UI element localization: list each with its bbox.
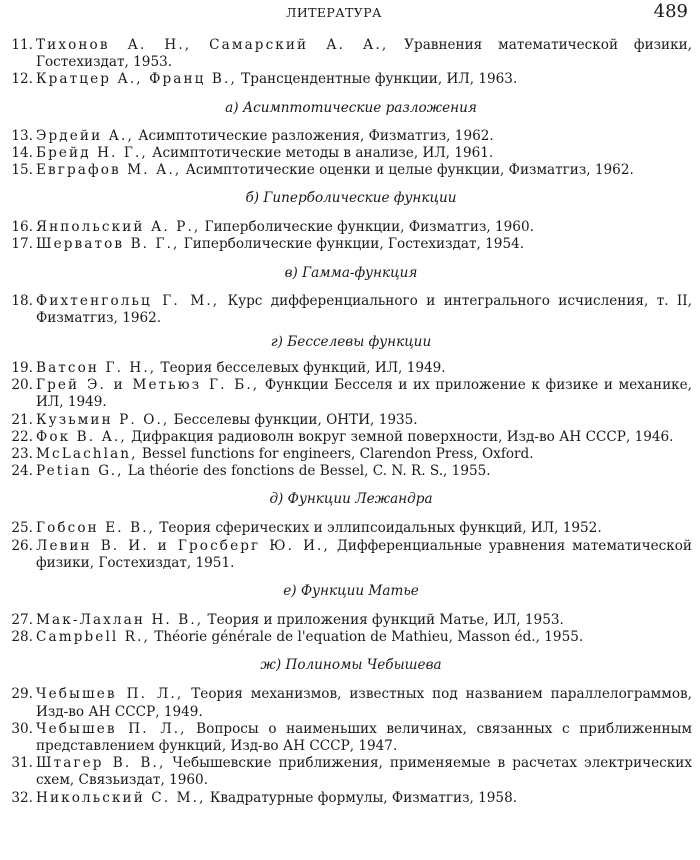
entry-author: Чебышев П. Л., [36, 720, 187, 737]
bibliography-entry [10, 37, 692, 71]
entry-author: Эрдейи А., [36, 127, 134, 144]
section-title: д) Функции Лежандра [269, 491, 433, 508]
entry-number: 13. [11, 127, 33, 144]
bibliography-section [10, 190, 692, 253]
bibliography-entry [10, 236, 692, 253]
entry-text: Bessel functions for engineers, Clarendon Press, Oxford. [137, 446, 534, 463]
entry-text: Théorie générale de l'equation de Mathieu, Masson éd., 1955. [149, 629, 584, 646]
bibliography-section [10, 265, 692, 327]
entry-author: Petian G., [36, 463, 124, 480]
entry-text: Асимптотические разложения, Физматгиз, 1962. [133, 127, 494, 144]
bibliography-section [10, 100, 692, 180]
entry-text: Чебышевские приближения, применяемые в расчетах электрических схем, Связьиздат, 1960. [36, 755, 693, 789]
page-number: 489 [653, 1, 688, 22]
bibliography-entry [10, 755, 692, 789]
entry-author: Левин В. И. и Гросберг Ю. И., [36, 537, 330, 554]
entry-number: 15. [11, 162, 33, 179]
bibliography-entry [10, 128, 692, 145]
entry-number: 29. [11, 686, 33, 703]
bibliography-entry [10, 790, 692, 807]
bibliography-entry [10, 145, 692, 162]
bibliography [10, 37, 692, 807]
entry-author: Грей Э. и Метьюз Г. Б., [36, 377, 260, 394]
entry-text: Теория и приложения функций Матье, ИЛ, 1953. [203, 612, 564, 629]
entry-text: La théorie des fonctions de Bessel, C. N. R. S., 1955. [123, 463, 491, 480]
entry-number: 18. [11, 292, 33, 309]
entry-number: 17. [11, 236, 33, 253]
entry-number: 31. [11, 755, 33, 772]
entry-number: 19. [11, 360, 33, 377]
entry-author: Кратцер А., Франц В., [36, 71, 237, 88]
entry-number: 32. [11, 789, 33, 806]
bibliography-entry [10, 429, 692, 446]
entry-number: 24. [11, 463, 33, 480]
entry-author: Фок В. А., [36, 428, 127, 445]
bibliography-entry [10, 686, 692, 720]
entry-author: Фихтенгольц Г. М., [36, 292, 220, 309]
bibliography-entry [10, 162, 692, 179]
section-title: в) Гамма-функция [284, 264, 418, 281]
entry-author: Шерватов В. Г., [36, 236, 180, 253]
entry-number: 14. [11, 144, 33, 161]
entry-number: 25. [11, 520, 33, 537]
running-head: ЛИТЕРАТУРА [286, 5, 382, 20]
bibliography-entry [10, 293, 692, 327]
entry-text: Трансцендентные функции, ИЛ, 1963. [236, 71, 518, 88]
entry-author: Ватсон Г. Н., [36, 360, 157, 377]
bibliography-entry [10, 612, 692, 629]
bibliography-section [10, 37, 692, 89]
bibliography-entry [10, 538, 692, 572]
entry-number: 23. [11, 446, 33, 463]
section-title: г) Бесселевы функции [270, 334, 432, 351]
entry-author: Мак-Лахлан Н. В., [36, 612, 204, 629]
entry-author: Кузьмин Р. О., [36, 411, 170, 428]
entry-author: Штагер В. В., [36, 755, 166, 772]
bibliography-entry [10, 721, 692, 755]
bibliography-entry [10, 71, 692, 88]
entry-number: 26. [11, 537, 33, 554]
section-title: ж) Полиномы Чебышева [260, 657, 442, 674]
entry-author: Никольский С. М., [36, 789, 206, 806]
entry-author: McLachlan, [36, 446, 138, 463]
entry-author: Евграфов М. А., [36, 162, 182, 179]
bibliography-entry [10, 520, 692, 537]
entry-author: Янпольский А. Р., [36, 219, 201, 236]
entry-text: Теория бесселевых функций, ИЛ, 1949. [156, 360, 446, 377]
section-title: е) Функции Матье [283, 583, 419, 600]
entry-text: Теория механизмов, известных под названием параллелограммов, Изд-во АН СССР, 1949. [36, 686, 692, 720]
entry-text: Уравнения математической физики, Гостехиздат, 1953. [36, 37, 692, 71]
bibliography-section [10, 334, 692, 480]
bibliography-entry [10, 629, 692, 646]
bibliography-entry [10, 219, 692, 236]
entry-author: Тихонов А. Н., Самарский А. А., [36, 37, 389, 53]
entry-text: Асимптотические оценки и целые функции, Физматгиз, 1962. [181, 162, 634, 179]
entry-text: Курс дифференциального и интегрального исчисления, т. II, Физматгиз, 1962. [36, 292, 692, 326]
bibliography-entry [10, 412, 692, 429]
bibliography-entry [10, 446, 692, 463]
entry-text: Функции Бесселя и их приложение к физике и механике, ИЛ, 1949. [36, 377, 692, 411]
bibliography-entry [10, 360, 692, 377]
bibliography-section [10, 491, 692, 572]
entry-number: 28. [11, 629, 33, 646]
entry-text: Асимптотические методы в анализе, ИЛ, 1961. [147, 144, 494, 161]
entry-text: Вопросы о наименьших величинах, связанных с приближенным представлением функций, Изд-во АН СССР, 1947. [36, 720, 692, 755]
page-header [0, 0, 700, 34]
entry-number: 30. [11, 720, 33, 737]
entry-number: 27. [11, 612, 33, 629]
bibliography-section [10, 657, 692, 806]
entry-text: Теория сферических и эллипсоидальных функций, ИЛ, 1952. [155, 520, 602, 537]
entry-text: Дифференциальные уравнения математической физики, Гостехиздат, 1951. [36, 537, 692, 571]
entry-number: 16. [11, 219, 33, 236]
section-title: а) Асимптотические разложения [225, 99, 477, 116]
entry-author: Брейд Н. Г., [36, 144, 148, 161]
entry-author: Campbell R., [36, 629, 150, 646]
entry-number: 11. [11, 37, 33, 53]
bibliography-section [10, 583, 692, 646]
section-title: б) Гиперболические функции [245, 190, 457, 207]
entry-text: Дифракция радиоволн вокруг земной поверхности, Изд-во АН СССР, 1946. [126, 428, 674, 445]
entry-text: Гиперболические функции, Гостехиздат, 1954. [179, 236, 525, 253]
entry-text: Квадратурные формулы, Физматгиз, 1958. [205, 789, 518, 806]
bibliography-entry [10, 463, 692, 480]
entry-text: Бесселевы функции, ОНТИ, 1935. [169, 411, 418, 428]
entry-author: Гобсон Е. В., [36, 520, 156, 537]
bibliography-entry [10, 377, 692, 411]
entry-text: Гиперболические функции, Физматгиз, 1960. [200, 219, 534, 236]
entry-number: 12. [11, 71, 33, 88]
entry-number: 20. [11, 377, 33, 394]
entry-number: 22. [11, 428, 33, 445]
entry-number: 21. [11, 411, 33, 428]
entry-author: Чебышев П. Л., [36, 686, 184, 703]
